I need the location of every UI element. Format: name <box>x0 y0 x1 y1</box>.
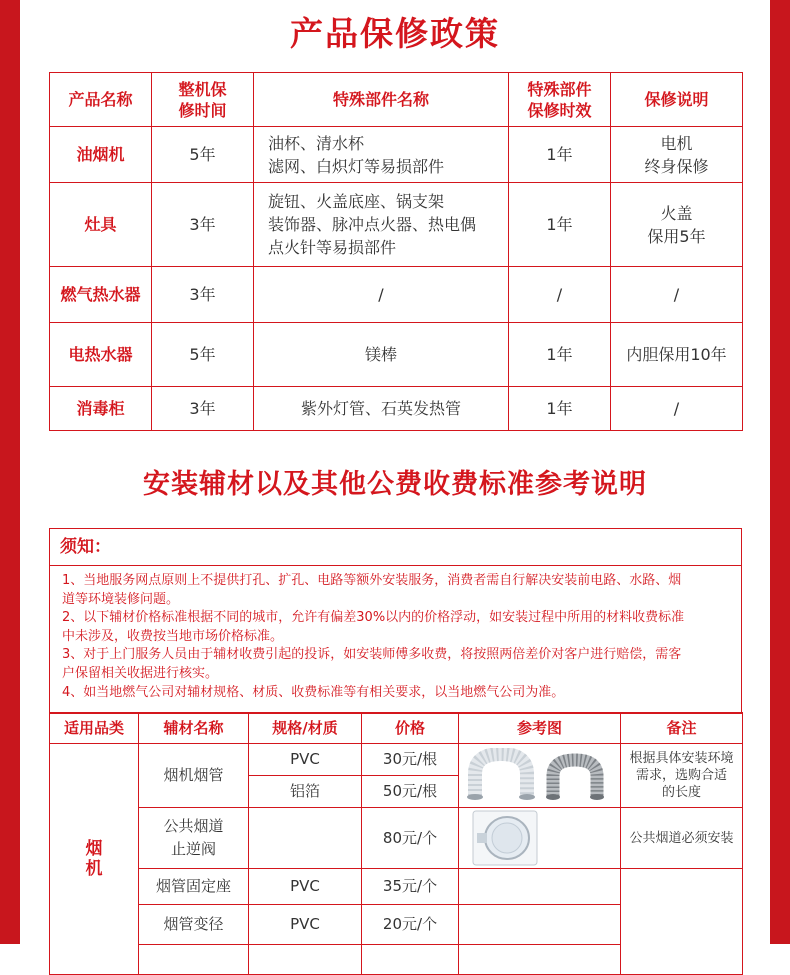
header-product-name: 产品名称 <box>50 73 152 127</box>
header-warranty-period: 整机保 修时间 <box>152 73 254 127</box>
notice-line: 3、对于上门服务人员由于辅材收费引起的投诉，如安装师傅多收费，将按照两倍差价对客户进行赔偿，需客 <box>62 647 682 663</box>
header-parts-period: 特殊部件 保修时效 <box>509 73 611 127</box>
table-row <box>50 127 743 183</box>
warranty-header-row <box>50 73 743 127</box>
table-row <box>50 183 743 267</box>
parts-period: 1年 <box>509 183 611 267</box>
material-name: 烟管变径 <box>139 905 249 945</box>
warranty-remark: / <box>611 387 743 431</box>
flexible-duct-illustration <box>465 748 615 804</box>
warranty-remark: / <box>611 267 743 323</box>
material-price: 50元/根 <box>362 776 459 808</box>
table-row <box>50 869 743 905</box>
header-remark: 备注 <box>621 713 743 744</box>
material-remark: 公共烟道必须安装 <box>621 808 743 869</box>
notice-line: 4、如当地燃气公司对辅材规格、材质、收费标准等有相关要求，以当地燃气公司为准。 <box>62 684 565 700</box>
warranty-table <box>49 72 743 431</box>
empty-cell <box>139 945 249 975</box>
header-material: 辅材名称 <box>139 713 249 744</box>
product-name: 燃气热水器 <box>50 267 152 323</box>
fees-header-row <box>50 713 743 744</box>
notice-line: 2、以下辅材价格标准根据不同的城市，允许有偏差30%以内的价格浮动，如安装过程中所用的材料收费标准 <box>62 610 685 626</box>
material-name: 烟管固定座 <box>139 869 249 905</box>
warranty-remark: 火盖 保用5年 <box>611 183 743 267</box>
material-spec <box>249 808 362 869</box>
material-price: 80元/个 <box>362 808 459 869</box>
parts-period: 1年 <box>509 127 611 183</box>
table-row <box>50 267 743 323</box>
header-category: 适用品类 <box>50 713 139 744</box>
valve-image <box>459 808 621 869</box>
empty-remark-cell <box>621 869 743 975</box>
material-spec: PVC <box>249 869 362 905</box>
notice-box <box>49 528 742 714</box>
product-name: 电热水器 <box>50 323 152 387</box>
special-parts: 旋钮、火盖底座、锅支架 装饰器、脉冲点火器、热电偶 点火针等易损部件 <box>254 183 509 267</box>
product-name: 灶具 <box>50 183 152 267</box>
empty-image-cell <box>459 905 621 945</box>
notice-line: 户保留相关收据进行核实。 <box>62 665 219 681</box>
warranty-period: 5年 <box>152 323 254 387</box>
material-name: 公共烟道 止逆阀 <box>139 808 249 869</box>
pvc-duct-icon <box>467 754 535 800</box>
parts-period: 1年 <box>509 323 611 387</box>
material-price: 20元/个 <box>362 905 459 945</box>
category-range-hood: 烟 机 <box>50 744 139 975</box>
header-price: 价格 <box>362 713 459 744</box>
notice-body <box>50 566 741 702</box>
check-valve-illustration <box>465 809 615 867</box>
duct-image <box>459 744 621 808</box>
header-image: 参考图 <box>459 713 621 744</box>
fees-title: 安装辅材以及其他公费收费标准参考说明 <box>143 469 647 500</box>
empty-image-cell <box>459 869 621 905</box>
empty-cell <box>459 945 621 975</box>
special-parts: / <box>254 267 509 323</box>
notice-line: 中未涉及，收费按当地市场价格标准。 <box>62 628 284 644</box>
special-parts: 紫外灯管、石英发热管 <box>254 387 509 431</box>
aluminum-duct-icon <box>546 760 604 800</box>
warranty-remark: 内胆保用10年 <box>611 323 743 387</box>
parts-period: 1年 <box>509 387 611 431</box>
warranty-period: 3年 <box>152 267 254 323</box>
notice-line: 1、当地服务网点原则上不提供打孔、扩孔、电路等额外安装服务，消费者需自行解决安装前电路、水路、烟 <box>62 573 682 588</box>
empty-cell <box>362 945 459 975</box>
notice-heading: 须知： <box>50 529 741 566</box>
warranty-remark: 电机 终身保修 <box>611 127 743 183</box>
table-row <box>50 323 743 387</box>
material-spec: 铝箔 <box>249 776 362 808</box>
table-row <box>50 808 743 869</box>
table-row <box>50 387 743 431</box>
empty-cell <box>249 945 362 975</box>
special-parts: 油杯、清水杯 滤网、白炽灯等易损部件 <box>254 127 509 183</box>
material-name: 烟机烟管 <box>139 744 249 808</box>
material-spec: PVC <box>249 744 362 776</box>
parts-period: / <box>509 267 611 323</box>
warranty-period: 3年 <box>152 183 254 267</box>
special-parts: 镁棒 <box>254 323 509 387</box>
warranty-title: 产品保修政策 <box>290 14 500 53</box>
product-name: 油烟机 <box>50 127 152 183</box>
warranty-period: 5年 <box>152 127 254 183</box>
header-warranty-remark: 保修说明 <box>611 73 743 127</box>
material-spec: PVC <box>249 905 362 945</box>
material-price: 35元/个 <box>362 869 459 905</box>
material-remark: 根据具体安装环境 需求，选购合适 的长度 <box>621 744 743 808</box>
product-name: 消毒柜 <box>50 387 152 431</box>
material-price: 30元/根 <box>362 744 459 776</box>
fees-table <box>49 712 743 975</box>
table-row <box>50 744 743 776</box>
header-spec: 规格/材质 <box>249 713 362 744</box>
warranty-period: 3年 <box>152 387 254 431</box>
header-special-parts: 特殊部件名称 <box>254 73 509 127</box>
notice-line: 道等环境装修问题。 <box>62 591 180 607</box>
